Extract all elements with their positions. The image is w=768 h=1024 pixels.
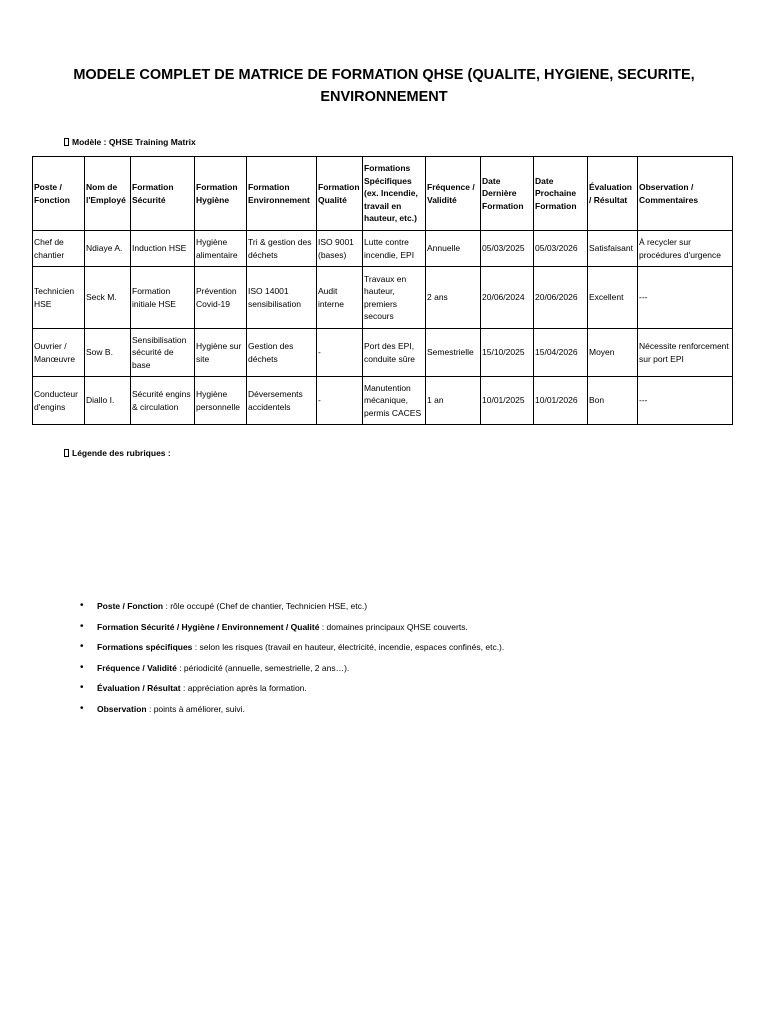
table-cell: Déversements accidentels [247,377,317,425]
model-label-text: Modèle : QHSE Training Matrix [72,137,196,147]
header-frequence-validite: Fréquence / Validité [426,157,481,231]
header-date-derniere: Date Dernière Formation [481,157,534,231]
table-row [33,377,733,425]
table-cell: 2 ans [426,267,481,329]
list-item [80,641,720,662]
table-cell: À recycler sur procédures d'urgence [638,231,733,267]
table-cell: ISO 9001 (bases) [317,231,363,267]
table-cell: 05/03/2026 [534,231,588,267]
table-header-row [33,157,733,231]
table-cell: 05/03/2025 [481,231,534,267]
table-cell: Sécurité engins & circulation [131,377,195,425]
table-cell: 20/06/2024 [481,267,534,329]
table-cell: 10/01/2026 [534,377,588,425]
training-matrix-table [32,156,733,425]
header-formation-qualite: Formation Qualité [317,157,363,231]
legend-desc: : appréciation après la formation. [180,683,307,693]
legend-desc: : points à améliorer, suivi. [146,703,245,714]
header-poste-fonction: Poste / Fonction [33,157,85,231]
table-cell: Technicien HSE [33,267,85,329]
table-cell: ISO 14001 sensibilisation [247,267,317,329]
table-cell: Gestion des déchets [247,329,317,377]
table-cell: Bon [588,377,638,425]
legend-label-text: Légende des rubriques : [72,448,171,458]
table-cell: 20/06/2026 [534,267,588,329]
list-item [80,682,720,703]
header-formation-securite: Formation Sécurité [131,157,195,231]
legend-term: Formation Sécurité / Hygiène / Environnement / Qualité [97,621,320,632]
table-cell: Moyen [588,329,638,377]
legend-term: Évaluation / Résultat [97,683,181,693]
placeholder-glyph-icon [64,138,69,146]
table-cell: Seck M. [85,267,131,329]
legend-label [64,448,171,458]
table-row [33,267,733,329]
table-cell: Semestrielle [426,329,481,377]
table-cell: 15/04/2026 [534,329,588,377]
table-cell: Conducteur d'engins [33,377,85,425]
list-item [80,621,720,642]
title-line-2: ENVIRONNEMENT [320,89,448,105]
table-cell: --- [638,267,733,329]
legend-term: Fréquence / Validité [97,662,177,673]
model-label [64,137,196,147]
table-cell: Audit interne [317,267,363,329]
list-item [80,703,720,724]
header-nom-employe: Nom de l'Employé [85,157,131,231]
header-formation-hygiene: Formation Hygiène [195,157,247,231]
header-date-prochaine: Date Prochaine Formation [534,157,588,231]
header-formation-environnement: Formation Environnement [247,157,317,231]
table-cell: Ouvrier / Manœuvre [33,329,85,377]
table-row [33,329,733,377]
table-cell: Sensibilisation sécurité de base [131,329,195,377]
table-cell: Nécessite renforcement sur port EPI [638,329,733,377]
header-observation: Observation / Commentaires [638,157,733,231]
table-cell: 10/01/2025 [481,377,534,425]
legend-desc: : périodicité (annuelle, semestrielle, 2 ans…). [176,662,350,673]
list-item [80,662,720,683]
table-cell: Sow B. [85,329,131,377]
table-cell: Lutte contre incendie, EPI [363,231,426,267]
table-cell: Hygiène sur site [195,329,247,377]
legend-desc: : selon les risques (travail en hauteur, électricité, incendie, espaces confinés, etc.). [192,642,505,652]
legend-desc: : domaines principaux QHSE couverts. [319,621,468,632]
legend-desc: : rôle occupé (Chef de chantier, Technicien HSE, etc.) [163,601,368,611]
table-cell: - [317,329,363,377]
table-cell: 1 an [426,377,481,425]
legend-term: Poste / Fonction [97,601,164,611]
header-evaluation: Évaluation / Résultat [588,157,638,231]
legend-list [80,600,720,723]
table-row [33,231,733,267]
placeholder-glyph-icon [64,449,69,457]
table-cell: 15/10/2025 [481,329,534,377]
table-cell: Hygiène alimentaire [195,231,247,267]
table-cell: Port des EPI, conduite sûre [363,329,426,377]
table-cell: Hygiène personnelle [195,377,247,425]
table-cell: Chef de chantier [33,231,85,267]
table-cell: --- [638,377,733,425]
table-cell: Travaux en hauteur, premiers secours [363,267,426,329]
table-cell: Tri & gestion des déchets [247,231,317,267]
table-cell: Formation initiale HSE [131,267,195,329]
table-cell: Annuelle [426,231,481,267]
table-cell: Diallo I. [85,377,131,425]
header-formations-specifiques: Formations Spécifiques (ex. Incendie, travail en hauteur, etc.) [363,157,426,231]
legend-term: Observation [97,703,147,714]
table-cell: Manutention mécanique, permis CACES [363,377,426,425]
table-cell: Satisfaisant [588,231,638,267]
list-item [80,600,720,621]
table-cell: Ndiaye A. [85,231,131,267]
table-cell: Prévention Covid-19 [195,267,247,329]
table-cell: Excellent [588,267,638,329]
table-cell: Induction HSE [131,231,195,267]
legend-term: Formations spécifiques [97,642,193,652]
document-title [60,64,708,108]
table-cell: - [317,377,363,425]
title-line-1: MODELE COMPLET DE MATRICE DE FORMATION QHSE (QUALITE, HYGIENE, SECURITE, [73,67,695,83]
